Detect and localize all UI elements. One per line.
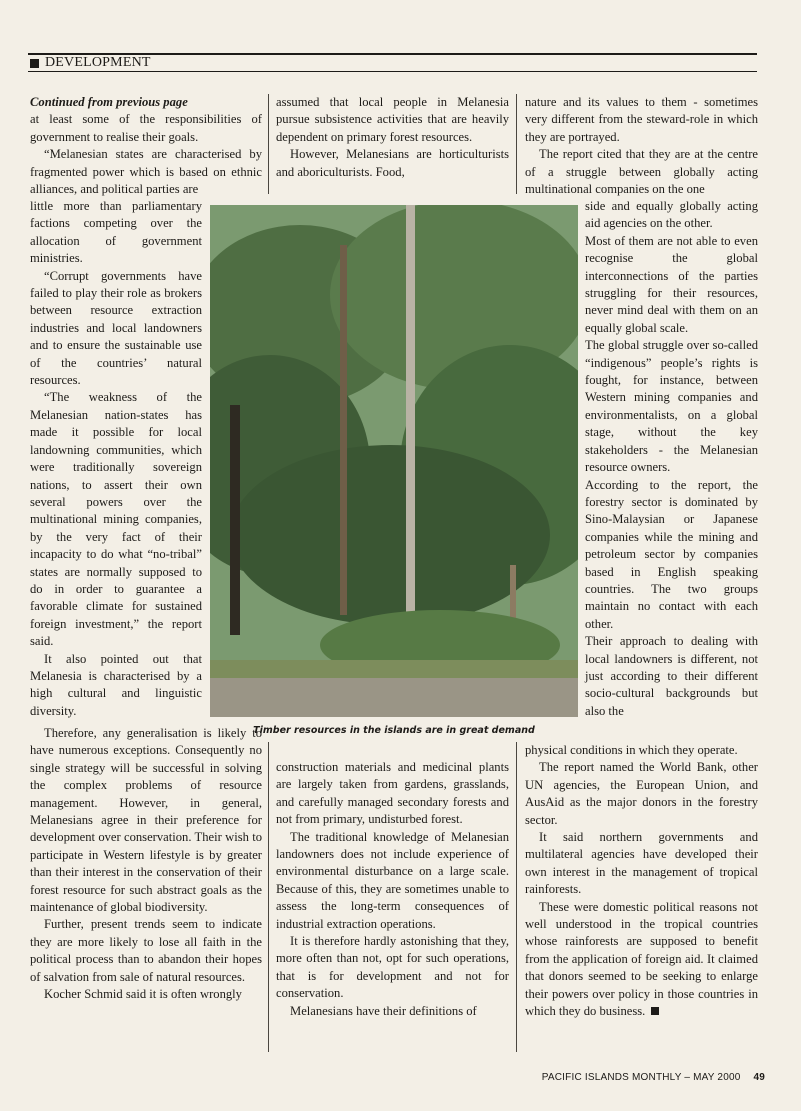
paragraph: It said northern governments and multilateral agencies have developed their own interest in the management of tropical rainforests. — [525, 830, 758, 897]
paragraph: nature and its values to them - sometimes very different from the steward-role in which they are portrayed. — [525, 95, 758, 144]
paragraph: “Corrupt governments have failed to play their role as brokers between resource extraction industries and local landowners and to ensure the sustainable use of the countries’ natural resources. — [30, 268, 202, 388]
column-divider-left-top — [268, 94, 269, 194]
section-title: DEVELOPMENT — [45, 55, 151, 70]
paragraph: Therefore, any generalisation is likely to have numerous exceptions. Consequently no single strategy will be successful in solving the complex problems of resource management. However, in general, Melanesians agree in their preference for development over conservation. Their wish to participate in Western lifestyle is by greater than their interest in the conservation of their forest resource for such abstract goals as the maintenance of global biodiversity. — [30, 726, 262, 915]
paragraph: construction materials and medicinal plants are largely taken from gardens, grasslands, and carefully managed secondary forests and not from primary, undisturbed forest. — [276, 760, 509, 827]
paragraph: Most of them are not able to even recognise the global interconnections of the parties struggling for their resources, never mind deal with them on an equally global scale. — [585, 233, 758, 335]
paragraph: physical conditions in which they operate. — [525, 743, 738, 757]
section-square-icon — [30, 59, 39, 68]
column-2-top — [276, 94, 509, 181]
paragraph: assumed that local people in Melanesia pursue subsistence activities that are heavily dependent on primary forest resources. — [276, 95, 509, 144]
photo-caption: Timber resources in the islands are in great demand — [253, 725, 535, 736]
column-3-bottom — [525, 742, 758, 1021]
column-2-bottom — [276, 759, 509, 1020]
paragraph: The report cited that they are at the centre of a struggle between globally acting multinational companies on the one — [525, 147, 758, 197]
column-3-top — [525, 94, 758, 198]
paragraph: However, Melanesians are horticulturists and aboriculturists. Food, — [276, 147, 509, 179]
paragraph-text: These were domestic political reasons not well understood in the tropical countries whose rainforests are supposed to benefit from the application of foreign aid. It claimed that donors seemed to be seeking to enlarge their powers over policy in those countries in which they do business. — [525, 899, 758, 1019]
column-1-beside-photo — [30, 198, 202, 720]
paragraph: The traditional knowledge of Melanesian landowners does not include experience of environmental disturbance on a large scale. Because of this, they are sometimes unable to assess the long-term consequences of industrial extraction operations. — [276, 829, 509, 931]
forest-photo — [210, 205, 578, 717]
paragraph: According to the report, the forestry sector is dominated by Sino-Malaysian or Japanese companies while the mining and petroleum sector by companies based in English speaking countries. The two groups maintain no contact with each other. — [585, 477, 758, 631]
paragraph: “The weakness of the Melanesian nation-states has made it possible for local landowning communities, which were traditionally sovereign nations, to assert their own several powers over the multinational mining companies, by the very fact of their incapacity to do what “no-tribal” states are normally supposed to do in order to guarantee a favorable climate for sustained foreign investment,” the report said. — [30, 390, 202, 649]
column-divider-right-bottom — [516, 742, 517, 1052]
paragraph: little more than parliamentary factions competing over the allocation of government ministries. — [30, 199, 202, 266]
publication-name: PACIFIC ISLANDS MONTHLY – MAY 2000 — [541, 1072, 741, 1083]
column-divider-right-top — [516, 94, 517, 194]
paragraph: The report named the World Bank, other UN agencies, the European Union, and AusAid as the major donors in the forestry sector. — [525, 760, 758, 827]
section-header — [30, 55, 151, 71]
header-rule-bottom — [28, 71, 757, 72]
column-divider-left-bottom — [268, 742, 269, 1052]
paragraph: Further, present trends seem to indicate they are more likely to lose all faith in the political process than to abandon their hopes of salvation from sale of natural resources. — [30, 917, 262, 984]
column-3-beside-photo — [585, 198, 758, 720]
paragraph: Kocher Schmid said it is often wrongly — [44, 987, 242, 1002]
continued-note: Continued from previous page — [30, 95, 188, 109]
paragraph: Their approach to dealing with local landowners is different, not just according to their different socio-cultural backgrounds but also the — [585, 634, 758, 718]
paragraph: at least some of the responsibilities of government to realise their goals. — [30, 112, 262, 144]
paragraph: “Melanesian states are characterised by fragmented power which is based on ethnic alliances, and political parties are — [30, 147, 262, 197]
paragraph: side and equally globally acting aid agencies on the other. — [585, 199, 758, 231]
column-1-top — [30, 94, 262, 198]
page-number: 49 — [753, 1072, 765, 1083]
forest-illustration — [210, 205, 578, 717]
paragraph: It is therefore hardly astonishing that they, more often than not, opt for such operations, that is for development and not for conservation. — [276, 934, 509, 1001]
paragraph: It also pointed out that Melanesia is characterised by a high cultural and linguistic diversity. — [30, 651, 202, 718]
column-1-bottom — [30, 725, 262, 1004]
paragraph — [525, 899, 758, 1021]
page-footer — [542, 1072, 765, 1083]
paragraph: The global struggle over so-called “indigenous” people’s rights is fought, for instance, between Western mining companies and environmentalists, on a global stage, without the key stakeholders - the Melanesian resource owners. — [585, 338, 758, 475]
end-of-article-square-icon — [651, 1007, 659, 1015]
paragraph: Melanesians have their definitions of — [290, 1003, 477, 1018]
